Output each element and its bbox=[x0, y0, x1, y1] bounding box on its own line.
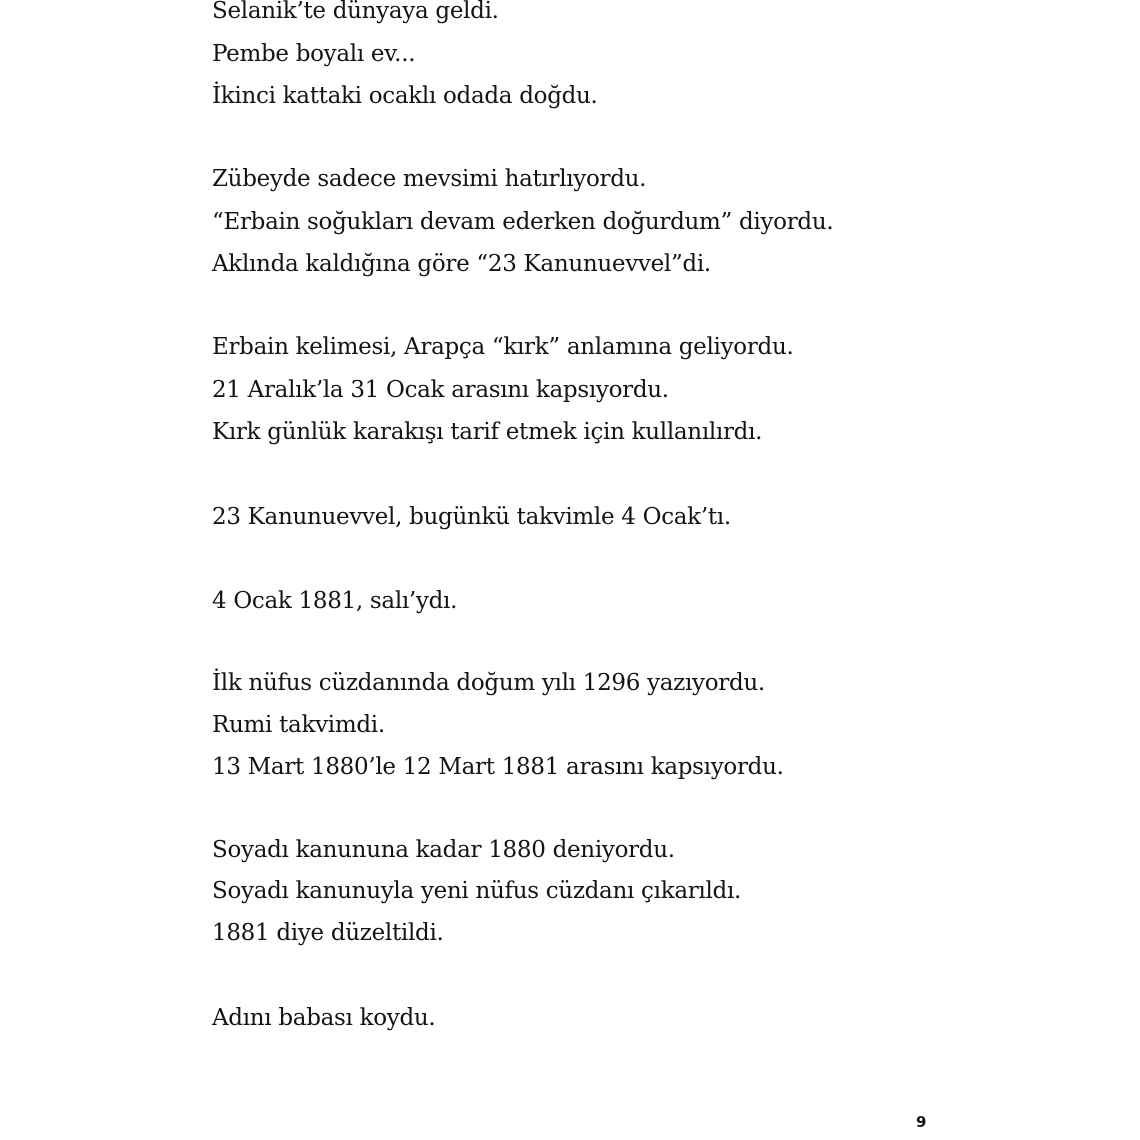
text-line: İkinci kattaki ocaklı odada doğdu. bbox=[212, 83, 598, 109]
text-line: 1881 diye düzeltildi. bbox=[212, 920, 444, 946]
text-line: 4 Ocak 1881, salı’ydı. bbox=[212, 588, 458, 614]
text-line: Aklında kaldığına göre “23 Kanunuevvel”di. bbox=[212, 251, 711, 277]
text-line: Soyadı kanununa kadar 1880 deniyordu. bbox=[212, 837, 675, 863]
text-line: 13 Mart 1880’le 12 Mart 1881 arasını kapsıyordu. bbox=[212, 754, 784, 780]
page-number: 9 bbox=[916, 1113, 927, 1131]
text-line: Soyadı kanunuyla yeni nüfus cüzdanı çıkarıldı. bbox=[212, 878, 742, 904]
text-line: 21 Aralık’la 31 Ocak arasını kapsıyordu. bbox=[212, 377, 669, 403]
text-line: Rumi takvimdi. bbox=[212, 712, 385, 738]
text-line: Erbain kelimesi, Arapça “kırk” anlamına geliyordu. bbox=[212, 334, 794, 360]
text-line: Pembe boyalı ev... bbox=[212, 41, 416, 67]
text-line: İlk nüfus cüzdanında doğum yılı 1296 yazıyordu. bbox=[212, 670, 765, 696]
text-line: “Erbain soğukları devam ederken doğurdum” diyordu. bbox=[212, 209, 834, 235]
text-line: Selanik’te dünyaya geldi. bbox=[212, 0, 499, 24]
text-line: Kırk günlük karakışı tarif etmek için kullanılırdı. bbox=[212, 419, 763, 445]
text-line: Zübeyde sadece mevsimi hatırlıyordu. bbox=[212, 166, 647, 192]
text-line: 23 Kanunuevvel, bugünkü takvimle 4 Ocak’tı. bbox=[212, 504, 731, 530]
text-line: Adını babası koydu. bbox=[212, 1005, 436, 1031]
